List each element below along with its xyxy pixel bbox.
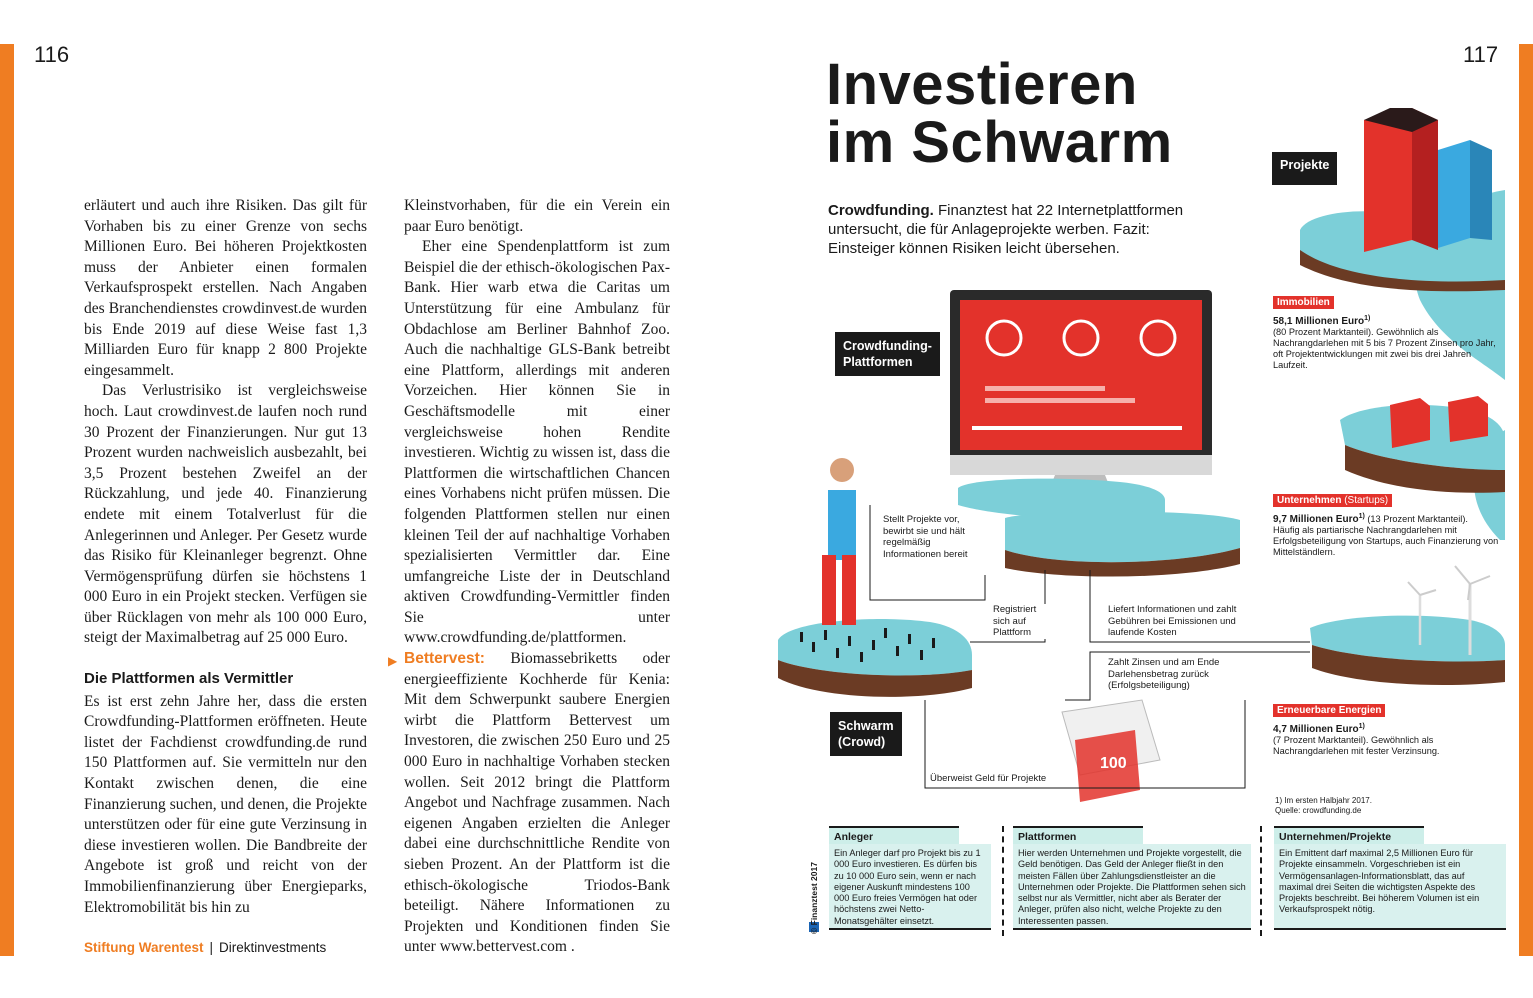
category-footnote-ref: 1) — [1364, 315, 1371, 322]
projects-label: Projekte — [1272, 152, 1337, 185]
infobox-unternehmen — [1274, 826, 1506, 936]
text-column-2 — [388, 196, 671, 958]
category-panel — [1273, 494, 1505, 558]
swarm-label: Schwarm (Crowd) — [830, 712, 902, 756]
intro-lead: Crowdfunding. — [828, 202, 934, 219]
category-amount: 58,1 Millionen Euro — [1273, 316, 1365, 328]
category-amount: 9,7 Millionen Euro — [1273, 514, 1359, 526]
text-column-1 — [84, 196, 367, 918]
annotation-ueberweist: Überweist Geld für Projekte — [930, 773, 1070, 785]
page-number-right: 117 — [1463, 42, 1499, 67]
intro-body: Finanztest hat 22 Internetplattformen untersucht, die für Anlageprojekte werben. Fazit: Einsteiger können Risiken leicht übersehen. — [828, 202, 1184, 257]
category-amount-suffix: (13 Prozent Marktanteil). — [1364, 514, 1468, 525]
person-jacket — [828, 490, 856, 560]
paragraph: Eher eine Spendenplattform ist zum Beispiel die der ethisch-ökologischen Pax-Bank. Hier warb etwa die Caritas um Unterstützung für eine Ambulanz für Obdachlose am Berliner Bahnhof Zoo. Auch die nachhaltige GLS-Bank betreibt eine Plattform, allerdings mit anderen Vorzeichen. Hier können Sie in Geschäftsmodelle mit einer vergleichsweise hohen Rendite investieren. Wichtig zu wissen ist, dass die Plattformen die wirtschaftlichen Chancen eines Vorhabens nicht prüfen müssen. Die folgenden Plattformen stellen nur einen kleinen Teil der auf nachhaltige Vorhaben spezialisierten Vermittler dar. Eine umfangreiche Liste der in Deutschland aktiven Crowdfunding-Vermittler finden Sie unter www.crowdfunding.de/plattformen. — [404, 238, 670, 647]
monitor-chin — [950, 455, 1212, 475]
paragraph: Das Verlustrisiko ist vergleichsweise hoch. Laut crowdinvest.de laufen noch rund 30 Prozent der Finanzierungen. Nur gut 13 Prozent wurden nachweislich ausbezahlt, bei 3,5 Prozent bestehen Zweifel an der Rückzahlung, und jede 40. Finanzierung endete mit einem Totalverlust für die Anlegerinnen und Anleger. Per Gesetz wurde das Risiko für Kleinanleger begrenzt. Ohne Vermögensprüfung dürfen sie höchstens 1 000 Euro in ein Projekt stecken. Verfügen sie über Rücklagen von mehr als 100 000 Euro, steigt der Maximalbetrag auf 25 000 Euro. — [84, 382, 367, 647]
category-panel — [1273, 704, 1505, 757]
infobox-text: Ein Emittent darf maximal 2,5 Millionen Euro für Projekte einsammeln. Vorgeschrieben ist ein Vermögensanlagen-Informationsblatt, das auf maximal drei Seiten die wichtigsten Aspekte des Projekts beschreibt. Bei höherem Volumen ist ein Verkaufsprospekt nötig. — [1274, 844, 1506, 930]
wind-turbine-blade — [1420, 590, 1436, 595]
annotation-stellt: Stellt Projekte vor, bewirbt sie und hält regelmäßig Informationen bereit — [883, 514, 983, 560]
category-text: (80 Prozent Marktanteil). Gewöhnlich als Nachrangdarlehen mit 5 bis 7 Prozent Zinsen pro Jahr, oft Projektentwicklungen mit zwei bis drei Jahren Laufzeit. — [1273, 327, 1496, 371]
category-footnote-ref: 1) — [1358, 513, 1365, 520]
person-head — [830, 458, 854, 482]
copyright — [809, 848, 823, 934]
platforms-label: Crowdfunding- Plattformen — [835, 332, 940, 376]
blue-tower — [1438, 140, 1470, 248]
category-tag-label: Immobilien — [1277, 297, 1330, 308]
category-tag-label: Erneuerbare Energien — [1277, 705, 1382, 716]
wind-turbine-blade — [1470, 576, 1490, 584]
category-text: (7 Prozent Marktanteil). Gewöhnlich als Nachrangdarlehen mit fester Verzinsung. — [1273, 735, 1440, 757]
person-leg — [842, 555, 856, 625]
category-tag — [1273, 296, 1334, 309]
infobox-text: Ein Anleger darf pro Projekt bis zu 1 000 Euro investieren. Es dürfen bis zu 10 000 Euro sein, wenn er nach eigener Auskunft mindestens 100 000 Euro freies Vermögen hat oder höchstens zwei Netto-Monatsgehälter einsetzt. — [829, 844, 991, 930]
category-tag — [1273, 704, 1385, 717]
infobox-title: Plattformen — [1013, 826, 1143, 844]
infobox-title: Unternehmen/Projekte — [1274, 826, 1424, 844]
infobox-text: Hier werden Unternehmen und Projekte vorgestellt, die Geld benötigen. Das Geld der Anleger fließt in den meisten Fällen über Zahlungsdienstleister an die Unternehmen oder Projekte. Die Plattformen sehen sich selbst nur als Vermittler, nicht aber als Berater der Anleger, prüfen also nicht, welche Projekte zu den Interessenten passen. — [1013, 844, 1251, 930]
wind-turbine-blade — [1455, 566, 1470, 584]
left-edge-bar — [0, 44, 14, 956]
bullet-item — [388, 649, 671, 958]
small-house — [1390, 398, 1430, 448]
infobox-title: Anleger — [829, 826, 959, 844]
screen-text-line — [985, 386, 1105, 391]
paragraph: Kleinstvorhaben, für die ein Verein ein paar Euro benötigt. — [404, 197, 670, 235]
category-amount: 4,7 Millionen Euro — [1273, 724, 1359, 736]
category-text: Häufig als partiarische Nachrangdarlehen mit Erfolgsbeteiligung von Startups, auch Finanzierung von Mittelständlern. — [1273, 525, 1499, 558]
page-footer — [84, 940, 326, 955]
category-tag — [1273, 494, 1392, 507]
divider — [1260, 826, 1262, 936]
crowdfunding-illustration — [775, 95, 1505, 805]
wind-turbine-blade — [1408, 582, 1420, 595]
screen-text-line — [985, 398, 1135, 403]
footer-section: Direktinvestments — [219, 940, 327, 955]
divider — [1002, 826, 1004, 936]
bullet-name: Bettervest: — [404, 650, 485, 668]
category-panel — [1273, 296, 1505, 371]
infobox-plattformen — [1013, 826, 1251, 936]
small-house — [1448, 396, 1488, 442]
person-leg — [822, 555, 836, 625]
title-line-2: im Schwarm — [826, 110, 1173, 175]
triangle-bullet-icon: ▶ — [388, 654, 398, 669]
title-line-1: Investieren — [826, 52, 1138, 117]
subheading: Die Plattformen als Vermittler — [84, 670, 294, 688]
blue-tower-side — [1470, 140, 1492, 240]
island-platform — [1005, 512, 1240, 563]
annotation-zahlt: Zahlt Zinsen und am Ende Darlehensbetrag zurück (Erfolgsbeteiligung) — [1108, 657, 1248, 692]
footer-separator: | — [209, 940, 214, 955]
annotation-liefert: Liefert Informationen und zahlt Gebühren bei Emissionen und laufende Kosten — [1108, 604, 1258, 639]
category-footnote-ref: 1) — [1358, 723, 1365, 730]
right-edge-bar — [1519, 44, 1533, 956]
copyright-text: © Finanztest 2017 — [809, 862, 819, 934]
footnote-line: 1) Im ersten Halbjahr 2017. — [1275, 796, 1372, 805]
category-tag-suffix: (Startups) — [1341, 495, 1389, 506]
paragraph: Es ist erst zehn Jahre her, dass die ersten Crowdfunding-Plattformen eröffneten. Heute listet der Fachdienst crowdfunding.de rund 150 Plattformen auf. Sie vermitteln nur den Kontakt zwischen denen, die eine Finanzierung suchen, und denen, die Projekte unterstützen oder für eine gute Verzinsung in diese investieren wollen. Die Bandbreite der Angebote ist groß und reicht von der Immobilienfinanzierung über Energieparks, Elektromobilität bis hin zu — [84, 692, 367, 916]
infobox-anleger — [829, 826, 991, 936]
page-number-left: 116 — [34, 42, 70, 67]
paragraph: erläutert und auch ihre Risiken. Das gilt für Vorhaben bis zu einer Grenze von sechs Millionen Euro. Bei höheren Projektkosten muss der Anbieter einen formalen Verkaufsprospekt erstellen. Nach Angaben des Branchendienstes crowdinvest.de wurden bis Ende 2019 auf diese Weise fast 1,3 Milliarden Euro für knapp 2 800 Projekte eingesammelt. — [84, 197, 367, 379]
banknote-value: 100 — [1100, 755, 1127, 772]
footer-brand: Stiftung Warentest — [84, 940, 204, 955]
footnote — [1275, 796, 1372, 816]
bullet-text: Biomassebriketts oder energieeffiziente Kochherde für Kenia: Mit dem Schwerpunkt saubere Energien wirbt die Plattform Bettervest um Investoren, die zwischen 250 Euro und 25 000 Euro in nachhaltige Vorhaben stecken wollen. Seit 2012 bringt die Plattform Angebot und Nachfrage zusammen. Nach eigenen Angaben erzielten die Anleger dabei eine durchschnittliche Rendite von sieben Prozent. An der Plattform ist die ethisch-ökologische Triodos-Bank beteiligt. Nähere Informationen zu Projekten und Konditionen finden Sie unter www.bettervest.com . — [404, 650, 671, 956]
footnote-source: Quelle: crowdfunding.de — [1275, 806, 1362, 815]
annotation-registriert: Registriert sich auf Plattform — [993, 604, 1048, 639]
screen-text-line — [972, 426, 1182, 430]
category-tag-label: Unternehmen — [1277, 495, 1342, 506]
